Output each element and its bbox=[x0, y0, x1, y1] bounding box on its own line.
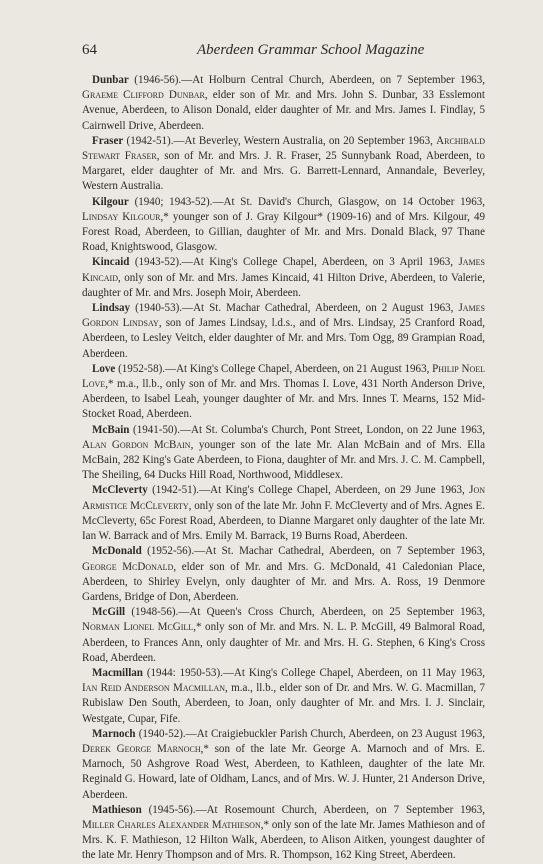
entry-text: , son of Mr. and Mrs. J. R. Fraser, 25 Sunnybank Road, Aberdeen, to Margaret, elder daughter of Mr. and Mrs. G. Barrett-Lennard, Annandale, Beverley, Western Australia. bbox=[82, 150, 485, 193]
entry-text: (1944: 1950-53).—At King's College Chapel, Aberdeen, on 11 May 1963, bbox=[142, 666, 485, 679]
entry-person-name: Ian Reid Anderson Macmillan bbox=[82, 682, 226, 695]
entry-surname: Love bbox=[92, 362, 116, 375]
entry-surname: McBain bbox=[92, 423, 130, 436]
entry-text: (1942-51).—At Beverley, Western Australia, on 20 September 1963, bbox=[123, 134, 437, 147]
entry-text: (1952-56).—At St. Machar Cathedral, Aberdeen, on 7 September 1963, bbox=[141, 545, 485, 558]
entry-marnoch bbox=[82, 727, 485, 803]
entry-surname: Fraser bbox=[92, 134, 124, 147]
entry-surname: McCleverty bbox=[92, 484, 148, 497]
entry-person-name: Miller Charles Alexander Mathieson bbox=[82, 818, 261, 831]
entry-surname: Kilgour bbox=[92, 195, 129, 208]
entry-text: , elder son of Mr. and Mrs. John S. Dunbar, 33 Esslemont Avenue, Aberdeen, to Alison Donald, elder daughter of Mr. and Mrs. James I. Findlay, 5 Cairnwell Drive, Aberdeen. bbox=[82, 89, 485, 132]
entry-text: (1941-50).—At St. Columba's Church, Pont Street, London, on 22 June 1963, bbox=[129, 423, 485, 436]
entry-text: , son of James Lindsay, l.d.s., and of Mrs. Lindsay, 25 Cranford Road, Aberdeen, to Lesley Veitch, elder daughter of Mr. and Mrs. Tom Ogg, 89 Grampian Road, Aberdeen. bbox=[82, 317, 486, 360]
entry-surname: Macmillan bbox=[92, 666, 143, 679]
entry-text: (1940; 1943-52).—At St. David's Church, Glasgow, on 14 October 1963, bbox=[128, 195, 485, 208]
entry-surname: Mathieson bbox=[92, 803, 142, 816]
entry-person-name: Alan Gordon McBain bbox=[82, 438, 191, 451]
page-number: 64 bbox=[82, 42, 97, 58]
entry-text: (1948-56).—At Queen's Cross Church, Aberdeen, on 25 September 1963, bbox=[125, 606, 485, 619]
entry-person-name: George McDonald bbox=[82, 560, 174, 573]
entry-dunbar bbox=[82, 73, 485, 134]
entry-surname: Lindsay bbox=[92, 302, 131, 315]
entry-mathieson bbox=[82, 803, 485, 864]
entry-text: ,* younger son of J. Gray Kilgour* (1909-16) and of Mrs. Kilgour, 49 Forest Road, Aberdeen, to Gillian, daughter of Mr. and Mrs. Donald Black, 97 Thane Road, Knightswood, Glasgow. bbox=[82, 210, 485, 254]
running-head bbox=[82, 42, 485, 59]
entry-person-name: Jon Armistice McCleverty bbox=[82, 484, 485, 512]
entry-text: , only son of Mr. and Mrs. James Kincaid, 41 Hilton Drive, Aberdeen, to Valerie, daughter of Mr. and Mrs. Joseph Moir, Aberdeen. bbox=[82, 271, 485, 299]
entry-text: ,* m.a., ll.b., only son of Mr. and Mrs. Thomas I. Love, 431 North Anderson Drive, Aberdeen, to Isabel Leah, younger daughter of Mr. and Mrs. Innes T. Mearns, 152 Mid-Stocket Road, Aberdeen. bbox=[82, 378, 485, 421]
entry-surname: Marnoch bbox=[92, 727, 136, 740]
entry-surname: Kincaid bbox=[92, 256, 130, 269]
entry-mcdonald bbox=[82, 544, 485, 605]
entry-mcbain bbox=[82, 423, 485, 484]
entry-surname: Dunbar bbox=[92, 74, 129, 86]
entry-text: (1946-56).—At Holburn Central Church, Aberdeen, on 7 September 1963, bbox=[128, 74, 485, 86]
marriage-entries bbox=[82, 73, 485, 864]
entry-text: ,* only son of the late Mr. James Mathieson and of Mrs. K. F. Mathieson, 12 Hilton Walk, Aberdeen, to Alison Aitken, youngest daughter of the late Mr. Henry Thompson and of Mrs. R. Thompson, 162 King Street, Aberdeen. bbox=[82, 818, 485, 862]
entry-text: ,* son of the late Mr. George A. Marnoch and of Mrs. E. Marnoch, 50 Ashgrove Road West, Aberdeen, to Kathleen, daughter of the late Mr. Reginald G. Howard, late of Oldham, Lancs, and of Mrs. W. J. Hunter, 21 Anderson Drive, Aberdeen. bbox=[82, 742, 486, 801]
entry-person-name: Lindsay Kilgour bbox=[82, 210, 161, 223]
entry-mccleverty bbox=[82, 483, 485, 544]
entry-text: (1940-52).—At Craigiebuckler Parish Church, Aberdeen, on 23 August 1963, bbox=[135, 727, 485, 740]
entry-person-name: Norman Lionel McGill bbox=[82, 621, 194, 634]
entry-surname: McGill bbox=[92, 606, 126, 619]
entry-person-name: James Gordon Lindsay bbox=[82, 302, 485, 330]
entry-text: ,* only son of Mr. and Mrs. N. L. P. McGill, 49 Balmoral Road, Aberdeen, to Frances Ann, only daughter of Mr. and Mrs. H. G. Stephen, 6 King's Cross Road, Aberdeen. bbox=[82, 621, 485, 664]
entry-person-name: Derek George Marnoch bbox=[82, 742, 201, 755]
entry-text: (1940-53).—At St. Machar Cathedral, Aberdeen, on 2 August 1963, bbox=[130, 302, 459, 315]
running-title: Aberdeen Grammar School Magazine bbox=[197, 42, 425, 58]
entry-text: , m.a., ll.b., elder son of Dr. and Mrs. W. G. Macmillan, 7 Rubislaw Den South, Aberdeen, to Joan, only daughter of Mr. and Mrs. I. J. Sinclair, Westgate, Cupar, Fife. bbox=[82, 682, 486, 725]
entry-kilgour bbox=[82, 195, 485, 256]
entry-text: (1952-58).—At King's College Chapel, Aberdeen, on 21 August 1963, bbox=[115, 362, 433, 375]
entry-text: (1943-52).—At King's College Chapel, Aberdeen, on 3 April 1963, bbox=[129, 256, 459, 269]
entry-mcgill bbox=[82, 605, 485, 666]
entry-person-name: James Kincaid bbox=[82, 256, 485, 284]
entry-fraser bbox=[82, 134, 485, 195]
entry-person-name: Graeme Clifford Dunbar bbox=[82, 89, 205, 102]
entry-text: , only son of the late Mr. John F. McCleverty and of Mrs. Agnes E. McCleverty, 65c Forest Road, Aberdeen, to Dianne Margaret only daughter of the late Mr. Ian W. Barrack and of Mrs. Emily M. Barrack, 19 Burns Road, Aberdeen. bbox=[82, 499, 486, 543]
entry-surname: McDonald bbox=[92, 545, 142, 558]
entry-love bbox=[82, 362, 485, 423]
entry-person-name: Archibald Stewart Fraser bbox=[82, 134, 485, 163]
entry-kincaid bbox=[82, 255, 485, 301]
entry-macmillan bbox=[82, 666, 485, 727]
entry-lindsay bbox=[82, 301, 485, 362]
entry-person-name: Philip Noel Love bbox=[82, 362, 486, 391]
entry-text: (1942-51).—At King's College Chapel, Aberdeen, on 29 June 1963, bbox=[147, 484, 470, 497]
entry-text: , younger son of the late Mr. Alan McBain and of Mrs. Ella McBain, 282 King's Gate Aberdeen, to Fiona, daughter of Mr. and Mrs. J. C. M. Campbell, The Sheiling, 64 Ducks Hill Road, Northwood, Middlesex. bbox=[82, 438, 485, 482]
entry-text: , elder son of Mr. and Mrs. G. McDonald, 41 Caledonian Place, Aberdeen, to Shirley Evelyn, only daughter of Mr. and Mrs. A. Ross, 19 Denmore Gardens, Bridge of Don, Aberdeen. bbox=[82, 560, 485, 603]
entry-text: (1945-56).—At Rosemount Church, Aberdeen, on 7 September 1963, bbox=[141, 803, 485, 816]
